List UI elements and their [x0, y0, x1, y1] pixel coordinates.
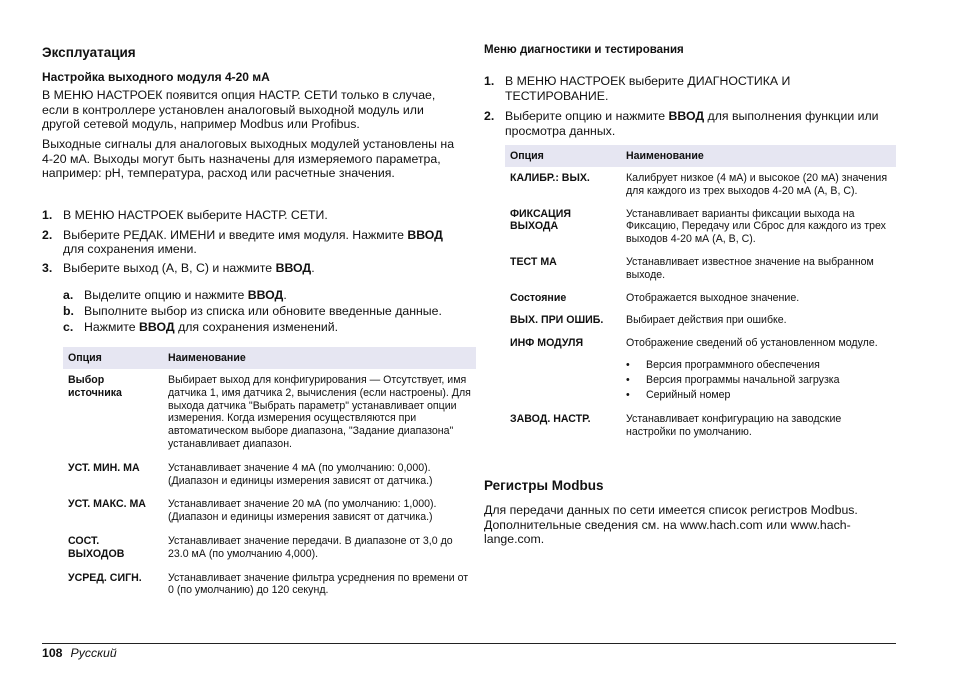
option-name: Выбор источника — [68, 374, 122, 399]
option-name: Состояние — [510, 291, 567, 304]
section-title: Эксплуатация — [42, 45, 136, 60]
diagnostics-title: Меню диагностики и тестирования — [484, 44, 684, 56]
step-item: 1. В МЕНЮ НАСТРОЕК выберите ДИАГНОСТИКА И ТЕСТИРОВАНИЕ. — [484, 74, 791, 103]
option-name: КАЛИБР.: ВЫХ. — [510, 172, 590, 184]
modbus-paragraph: Для передачи данных по сети имеется список регистров Modbus. Дополнительные сведения см. на www.hach.com или www.hach-lange.com. — [484, 503, 858, 546]
modbus-title: Регистры Modbus — [484, 478, 604, 493]
table-row — [505, 208, 896, 256]
footer-language: Русский — [70, 646, 117, 660]
table-row — [505, 256, 896, 292]
option-name: ТЕСТ МА — [510, 255, 557, 268]
option-name: ИНФ МОДУЛЯ — [510, 337, 584, 350]
option-description: Отображается выходное значение. — [626, 291, 800, 304]
column-header: Опция — [505, 145, 621, 167]
module-info-list — [626, 359, 891, 401]
module-info-text: Отображение сведений об установленном модуле. — [626, 337, 878, 350]
option-description — [621, 337, 896, 411]
subsection-title: Настройка выходного модуля 4-20 мА — [42, 70, 270, 84]
option-name: УСТ. МАКС. МА — [68, 498, 146, 511]
column-header: Наименование — [621, 145, 896, 167]
page-number: 108 — [42, 646, 63, 660]
sub-steps — [63, 288, 463, 335]
setup-steps — [42, 208, 456, 275]
table-header-row — [505, 145, 896, 167]
intro-paragraph: В МЕНЮ НАСТРОЕК появится опция НАСТР. СЕТИ только в случае, если в контроллере установлен аналоговый выходной модуль или другой сетевой модуль, например Modbus или Profibus. — [42, 88, 436, 131]
table-row — [63, 498, 476, 535]
output-options-table — [63, 347, 476, 597]
table-row — [63, 462, 476, 499]
substep-item: b. Выполните выбор из списка или обновите введенные данные. — [63, 304, 442, 318]
step-item: 3. Выберите выход (А, В, С) и нажмите ВВОД. — [42, 260, 315, 275]
option-name: ВЫХ. ПРИ ОШИБ. — [510, 314, 604, 327]
option-name: ЗАВОД. НАСТР. — [510, 413, 591, 426]
option-description: Устанавливает значение передачи. В диапазоне от 3,0 до 23.0 мА (по умолчанию 4,000). — [168, 534, 453, 560]
table-row — [63, 535, 476, 572]
table-header-row — [63, 347, 476, 369]
page-footer — [42, 646, 117, 660]
option-name: СОСТ. ВЫХОДОВ — [68, 534, 125, 560]
option-name: ФИКСАЦИЯ ВЫХОДА — [510, 207, 571, 233]
step-item: 2. Выберите РЕДАК. ИМЕНИ и введите имя модуля. Нажмите ВВОД для сохранения имени. — [42, 227, 443, 256]
option-description: Устанавливает конфигурацию на заводские настройки по умолчанию. — [626, 413, 842, 439]
table-row — [505, 167, 896, 208]
footer-divider — [42, 643, 896, 644]
substep-item: c. Нажмите ВВОД для сохранения изменений. — [63, 320, 339, 334]
diagnostics-steps — [484, 74, 896, 138]
table-row — [505, 314, 896, 337]
table-row — [63, 369, 476, 462]
option-description: Устанавливает значение 4 мА (по умолчанию: 0,000). (Диапазон и единицы измерения зависят от датчика.) — [168, 461, 433, 487]
step-item: 1. В МЕНЮ НАСТРОЕК выберите НАСТР. СЕТИ. — [42, 208, 328, 222]
table-row — [505, 292, 896, 315]
option-description: Калибрует низкое (4 мА) и высокое (20 мА) значения для каждого из трех выходов 4-20 мА (A, B, C). — [626, 172, 888, 197]
table-row — [505, 411, 896, 439]
option-description: Устанавливает варианты фиксации выхода на Фиксацию, Передачу или Сброс для каждого из трех выходов 4-20 мА (A, B, C). — [626, 207, 886, 246]
column-header: Опция — [63, 347, 163, 369]
substep-item: a. Выделите опцию и нажмите ВВОД. — [63, 288, 287, 302]
list-item: • Серийный номер — [626, 388, 731, 401]
column-header: Наименование — [163, 347, 476, 369]
table-row — [505, 337, 896, 411]
option-description: Выбирает действия при ошибке. — [626, 314, 787, 327]
option-name: УСТ. МИН. МА — [68, 461, 140, 474]
step-item: 2. Выберите опцию и нажмите ВВОД для выполнения функции или просмотра данных. — [484, 109, 879, 138]
table-row — [63, 572, 476, 598]
list-item: • Версия программы начальной загрузка — [626, 373, 840, 386]
outputs-paragraph: Выходные сигналы для аналоговых выходных модулей установлены на 4-20 мА. Выходы могут быть назначены для измеряемого параметра, например: pH, температура, расход или расчетные значения. — [42, 137, 455, 180]
diagnostics-table — [505, 145, 896, 439]
option-description: Устанавливает значение фильтра усреднения по времени от 0 (по умолчанию) до 120 секунд. — [168, 571, 469, 597]
option-description: Выбирает выход для конфигурирования — Отсутствует, имя датчика 1, имя датчика 2, вычисления (если настроены). Для выхода датчика "Выбрать параметр" устанавливает опции измерения. Когда измерения осуществляются при автоматическом выборе диапазона, "Задание диапазона" устанавливает диапазон. — [168, 374, 471, 450]
option-description: Устанавливает известное значение на выбранном выходе. — [626, 255, 874, 281]
list-item: • Версия программного обеспечения — [626, 358, 820, 371]
option-name: УСРЕД. СИГН. — [68, 571, 142, 584]
option-description: Устанавливает значение 20 мА (по умолчанию: 1,000). (Диапазон и единицы измерения зависят от датчика.) — [168, 498, 437, 524]
